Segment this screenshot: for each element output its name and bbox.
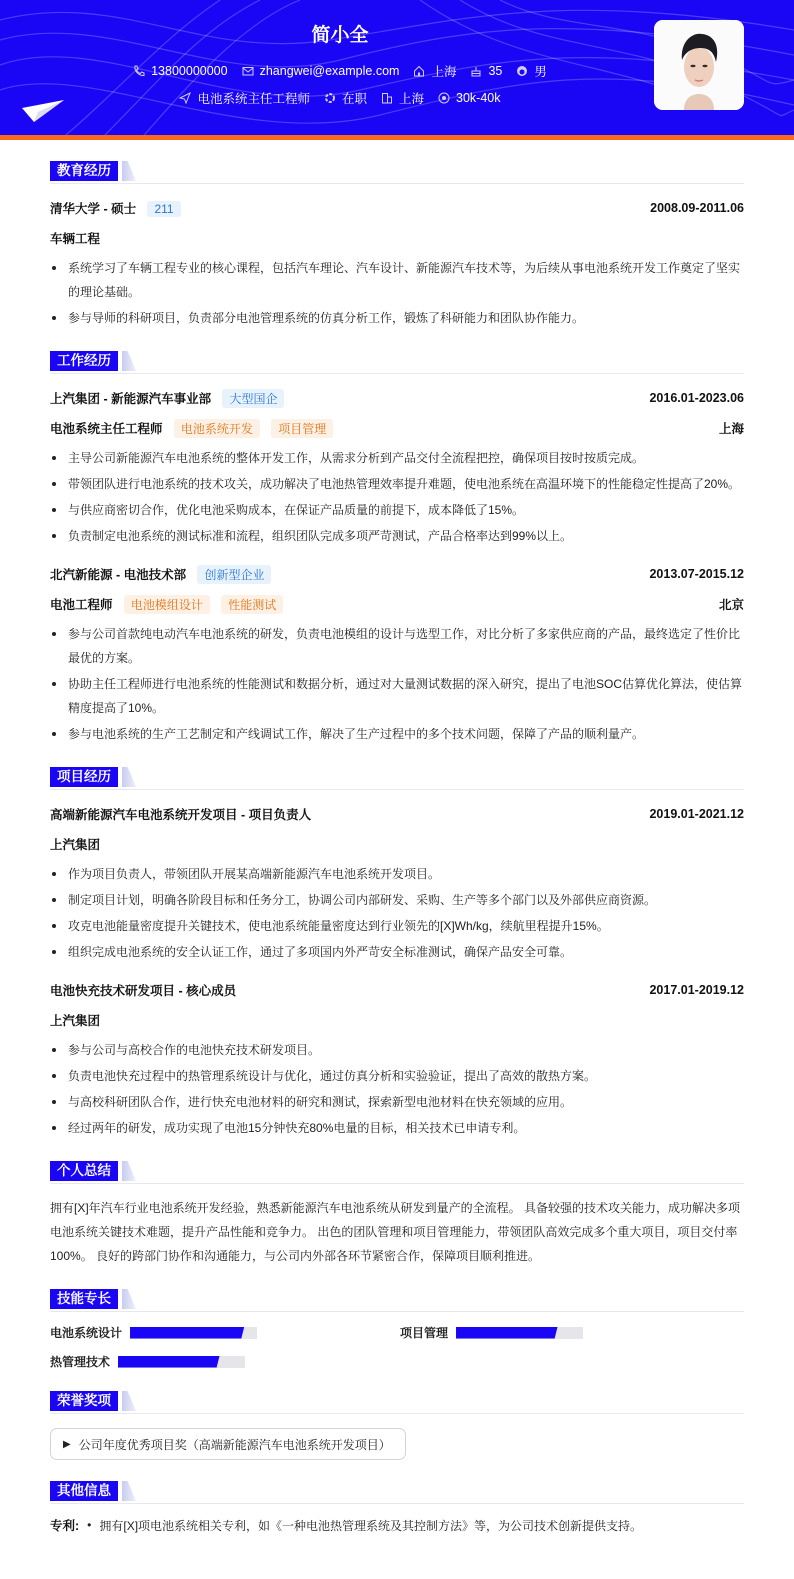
section-title: 其他信息	[50, 1481, 118, 1501]
skills-grid	[50, 1324, 744, 1370]
phone-icon	[133, 65, 145, 77]
work-entry	[50, 562, 744, 746]
education-bullets	[50, 256, 744, 330]
work-entry	[50, 386, 744, 548]
project-org: 上汽集团	[50, 838, 101, 852]
section-header	[50, 158, 744, 184]
bullet-item: 负责制定电池系统的测试标准和流程，组织团队完成多项严苛测试，产品合格率达到99%以上。	[50, 524, 744, 548]
award-text: 公司年度优秀项目奖（高端新能源汽车电池系统开发项目）	[78, 1437, 391, 1452]
home-icon	[413, 65, 425, 77]
resume-header	[0, 0, 794, 140]
salary-info	[438, 89, 500, 107]
education-date: 2008.09-2011.06	[650, 201, 744, 215]
bullet-item: 经过两年的研发，成功实现了电池15分钟快充80%电量的目标，相关技术已申请专利。	[50, 1116, 744, 1140]
bullet-item: 参与导师的科研项目，负责部分电池管理系统的仿真分析工作，锻炼了科研能力和团队协作能力。	[50, 306, 744, 330]
award-item	[50, 1428, 406, 1460]
skill-tag: 性能测试	[221, 595, 283, 614]
project-name: 电池快充技术研发项目 - 核心成员	[50, 984, 237, 998]
summary-section	[50, 1158, 744, 1268]
skill-level-bar	[456, 1327, 583, 1339]
bullet-item: 参与公司与高校合作的电池快充技术研发项目。	[50, 1038, 744, 1062]
section-title-tail	[122, 1161, 136, 1181]
summary-text: 拥有[X]年汽车行业电池系统开发经验，熟悉新能源汽车电池系统从研发到量产的全流程。 具备较强的技术攻关能力，成功解决多项电池系统关键技术难题，提升产品性能和竞争力。 出色的团队管理和项目管理能力，带领团队高效完成多个重大项目，项目交付率100%。 良好的跨部门协作和沟通能力，与公司内外部各环节紧密合作，保障项目顺利推进。	[50, 1201, 741, 1263]
section-title: 技能专长	[50, 1289, 118, 1309]
education-section	[50, 158, 744, 330]
skill-item	[50, 1324, 400, 1341]
project-org: 上汽集团	[50, 1014, 101, 1028]
skill-tag: 项目管理	[271, 419, 333, 438]
skill-level-fill	[456, 1327, 558, 1339]
section-header	[50, 1478, 744, 1504]
city-value: 上海	[399, 92, 425, 106]
bullet-item: 带领团队进行电池系统的技术攻关，成功解决了电池热管理效率提升难题，使电池系统在高温环境下的性能稳定性提高了20%。	[50, 472, 744, 496]
project-date: 2019.01-2021.12	[649, 807, 744, 821]
other-section	[50, 1478, 744, 1534]
city-info	[381, 89, 424, 107]
project-date: 2017.01-2019.12	[649, 983, 744, 997]
candidate-name: 简小全	[311, 25, 369, 46]
project-entry	[50, 802, 744, 964]
building-icon	[381, 92, 393, 104]
bullet-item: 协助主任工程师进行电池系统的性能测试和数据分析，通过对大量测试数据的深入研究，提出了电池SOC估算优化算法，使估算精度提高了10%。	[50, 672, 744, 720]
patent-label: 专利:	[50, 1519, 80, 1533]
section-header	[50, 1388, 744, 1414]
section-title: 教育经历	[50, 161, 118, 181]
status-icon	[324, 92, 336, 104]
send-icon	[179, 92, 191, 104]
job-title-value: 电池系统主任工程师	[197, 92, 310, 106]
skill-level-fill	[130, 1327, 244, 1339]
resume-body	[0, 158, 794, 1554]
section-header	[50, 1158, 744, 1184]
awards-section	[50, 1388, 744, 1460]
section-title-tail	[122, 1391, 136, 1411]
work-date: 2013.07-2015.12	[649, 567, 744, 581]
company-tag: 大型国企	[222, 389, 284, 408]
profile-photo	[654, 20, 744, 110]
avatar-portrait	[654, 20, 744, 110]
bullet-item: 与高校科研团队合作，进行快充电池材料的研究和测试，探索新型电池材料在快充领域的应用。	[50, 1090, 744, 1114]
skill-level-bar	[130, 1327, 257, 1339]
skill-name: 项目管理	[400, 1326, 449, 1340]
education-entry	[50, 196, 744, 330]
gender-icon	[516, 65, 528, 77]
phone-info	[133, 62, 227, 80]
project-name: 高端新能源汽车电池系统开发项目 - 项目负责人	[50, 808, 312, 822]
skill-tag: 电池模组设计	[124, 595, 210, 614]
email-info	[242, 62, 400, 80]
school-name: 清华大学 - 硕士	[50, 202, 137, 216]
phone-value: 13800000000	[151, 64, 228, 78]
section-title-tail	[122, 161, 136, 181]
work-bullets	[50, 446, 744, 548]
section-title-tail	[122, 767, 136, 787]
skill-item	[400, 1324, 750, 1341]
salary-icon	[438, 92, 450, 104]
skill-tag: 电池系统开发	[174, 419, 260, 438]
cake-icon	[470, 65, 482, 77]
skill-level-bar	[118, 1356, 245, 1368]
section-title-tail	[122, 1481, 136, 1501]
projects-section	[50, 764, 744, 1140]
salary-value: 30k-40k	[456, 91, 501, 105]
bullet-item: 参与电池系统的生产工艺制定和产线调试工作，解决了生产过程中的多个技术问题，保障了产品的顺利量产。	[50, 722, 744, 746]
work-section	[50, 348, 744, 746]
company-name: 北汽新能源 - 电池技术部	[50, 567, 187, 582]
work-location: 北京	[718, 598, 744, 612]
section-title-tail	[122, 351, 136, 371]
bullet-item: 与供应商密切合作，优化电池采购成本，在保证产品质量的前提下，成本降低了15%。	[50, 498, 744, 522]
age-info	[470, 62, 502, 80]
gender-info	[516, 62, 547, 80]
bullet-item: 系统学习了车辆工程专业的核心课程，包括汽车理论、汽车设计、新能源汽车技术等，为后续从事电池系统开发工作奠定了坚实的理论基础。	[50, 256, 744, 304]
age-value: 35	[488, 64, 503, 78]
skill-name: 电池系统设计	[50, 1326, 123, 1340]
bullet-item: 作为项目负责人，带领团队开展某高端新能源汽车电池系统开发项目。	[50, 862, 744, 886]
section-header	[50, 764, 744, 790]
skills-section	[50, 1286, 744, 1370]
project-bullets	[50, 1038, 744, 1140]
project-bullets	[50, 862, 744, 964]
job-title-info	[179, 89, 310, 107]
position: 电池系统主任工程师	[50, 421, 163, 436]
section-title: 工作经历	[50, 351, 118, 371]
company-name: 上汽集团 - 新能源汽车事业部	[50, 391, 212, 406]
company-tag: 创新型企业	[197, 565, 271, 584]
school-tag: 211	[147, 201, 180, 217]
triangle-right-icon: ▶	[63, 1438, 71, 1450]
gender-value: 男	[534, 65, 547, 79]
position: 电池工程师	[50, 597, 113, 612]
section-header	[50, 348, 744, 374]
status-info	[324, 89, 367, 107]
bullet-item: 负责电池快充过程中的热管理系统设计与优化，通过仿真分析和实验验证，提出了高效的散热方案。	[50, 1064, 744, 1088]
major: 车辆工程	[50, 232, 101, 246]
patent-text: 拥有[X]项电池系统相关专利，如《一种电池热管理系统及其控制方法》等，为公司技术创新提供支持。	[99, 1518, 643, 1533]
bullet-dot-icon: •	[87, 1518, 92, 1532]
bullet-item: 组织完成电池系统的安全认证工作，通过了多项国内外严苛安全标准测试，确保产品安全可靠。	[50, 940, 744, 964]
skill-name: 热管理技术	[50, 1355, 111, 1369]
status-value: 在职	[342, 92, 368, 106]
hometown-value: 上海	[431, 65, 457, 79]
bullet-item: 参与公司首款纯电动汽车电池系统的研发，负责电池模组的设计与选型工作，对比分析了多家供应商的产品，最终选定了性价比最优的方案。	[50, 622, 744, 670]
skill-level-fill	[118, 1356, 220, 1368]
mail-icon	[242, 65, 254, 77]
bullet-item: 制定项目计划，明确各阶段目标和任务分工，协调公司内部研发、采购、生产等多个部门以及外部供应商资源。	[50, 888, 744, 912]
section-title-tail	[122, 1289, 136, 1309]
section-title: 个人总结	[50, 1161, 118, 1181]
section-title: 荣誉奖项	[50, 1391, 118, 1411]
accent-bar	[0, 135, 794, 140]
project-entry	[50, 978, 744, 1140]
section-header	[50, 1286, 744, 1312]
work-bullets	[50, 622, 744, 746]
bullet-item: 主导公司新能源汽车电池系统的整体开发工作，从需求分析到产品交付全流程把控，确保项目按时按质完成。	[50, 446, 744, 470]
email-value: zhangwei@example.com	[259, 64, 400, 78]
skill-item	[50, 1353, 400, 1370]
contact-row	[0, 62, 680, 80]
patent-info	[50, 1516, 744, 1534]
job-row	[0, 89, 680, 107]
bullet-item: 攻克电池能量密度提升关键技术，使电池系统能量密度达到行业领先的[X]Wh/kg，续航里程提升15%。	[50, 914, 744, 938]
section-title: 项目经历	[50, 767, 118, 787]
work-location: 上海	[718, 422, 744, 436]
work-date: 2016.01-2023.06	[649, 391, 744, 405]
hometown-info	[413, 62, 456, 80]
